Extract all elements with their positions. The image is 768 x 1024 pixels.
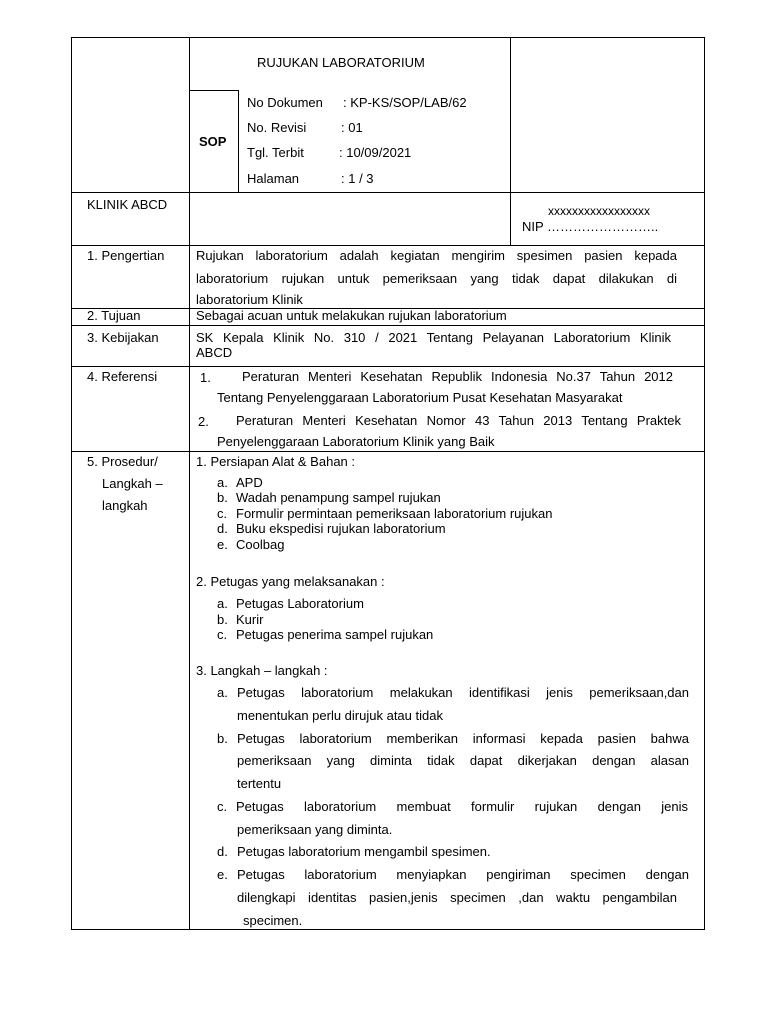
kebijakan-line-1: SK Kepala Klinik No. 310 / 2021 Tentang Pelayanan Laboratorium Klinik	[196, 330, 671, 345]
table-border-right	[704, 37, 705, 930]
step2-item-b-letter: b.	[217, 612, 228, 627]
step1-item-e-text: Coolbag	[236, 537, 285, 552]
clinic-name: KLINIK ABCD	[87, 197, 168, 212]
step1-item-c-letter: c.	[217, 506, 228, 521]
row-divider-tujuan	[71, 325, 705, 326]
row-divider-kebijakan	[71, 366, 705, 367]
meta-label-no-revisi: No. Revisi	[247, 120, 307, 135]
row-divider-referensi	[71, 451, 705, 452]
step3-title: 3. Langkah – langkah :	[196, 663, 328, 678]
meta-value-halaman: : 1 / 3	[341, 171, 374, 186]
pengertian-line-1: Rujukan laboratorium adalah kegiatan mengirim spesimen pasien kepada	[196, 248, 677, 263]
section-label-tujuan: 2. Tujuan	[87, 308, 141, 323]
referensi-2-line-2: Penyelenggaraan Laboratorium Klinik yang Baik	[217, 434, 495, 449]
table-border-top	[71, 37, 705, 38]
referensi-1-line-1: Peraturan Menteri Kesehatan Republik Indonesia No.37 Tahun 2012	[242, 369, 673, 384]
step3-item-b-line-2: pemeriksaan yang diminta tidak dapat dikerjakan dengan alasan	[237, 753, 689, 768]
step2-item-a-text: Petugas Laboratorium	[236, 596, 364, 611]
column-divider-main	[189, 37, 190, 930]
step3-item-c-line-2: pemeriksaan yang diminta.	[237, 822, 393, 837]
meta-value-tgl-terbit: : 10/09/2021	[339, 145, 412, 160]
step1-item-b-text: Wadah penampung sampel rujukan	[236, 490, 441, 505]
meta-label-tgl-terbit: Tgl. Terbit	[247, 145, 304, 160]
section-label-kebijakan: 3. Kebijakan	[87, 330, 159, 345]
step3-item-e-line-2: dilengkapi identitas pasien,jenis specimen ,dan waktu pengambilan	[237, 890, 677, 905]
step2-item-c-text: Petugas penerima sampel rujukan	[236, 627, 434, 642]
meta-value-no-revisi: : 01	[341, 120, 363, 135]
sop-label: SOP	[199, 134, 227, 149]
step3-item-e-letter: e.	[217, 867, 228, 882]
step3-item-a-letter: a.	[217, 685, 228, 700]
meta-value-no-dokumen: : KP-KS/SOP/LAB/62	[343, 95, 467, 110]
sop-box-top	[189, 90, 239, 91]
step2-item-a-letter: a.	[217, 596, 228, 611]
nip-line: NIP ……………………..	[522, 219, 659, 234]
step3-item-b-letter: b.	[217, 731, 228, 746]
step1-item-e-letter: e.	[217, 537, 228, 552]
step1-item-c-text: Formulir permintaan pemeriksaan laboratorium rujukan	[236, 506, 553, 521]
kebijakan-line-2: ABCD	[196, 345, 233, 360]
row-divider-header	[71, 192, 705, 193]
sop-box-right	[238, 90, 239, 193]
step1-item-a-text: APD	[236, 475, 263, 490]
table-border-left	[71, 37, 72, 930]
step3-item-e-line-3: specimen.	[243, 913, 303, 928]
step3-item-c-line-1: Petugas laboratorium membuat formulir rujukan dengan jenis	[236, 799, 688, 814]
step3-item-b-line-3: tertentu	[237, 776, 282, 791]
meta-label-halaman: Halaman	[247, 171, 300, 186]
step1-item-b-letter: b.	[217, 490, 228, 505]
step3-item-d-letter: d.	[217, 844, 228, 859]
section-label-referensi: 4. Referensi	[87, 369, 158, 384]
step3-item-a-line-2: menentukan perlu dirujuk atau tidak	[237, 708, 443, 723]
step3-item-b-line-1: Petugas laboratorium memberikan informasi kepada pasien bahwa	[237, 731, 689, 746]
meta-label-no-dokumen: No Dokumen	[247, 95, 323, 110]
referensi-num-1: 1.	[200, 370, 211, 385]
section-label-prosedur-3: langkah	[102, 498, 148, 513]
referensi-num-2: 2.	[198, 414, 209, 429]
referensi-2-line-1: Peraturan Menteri Kesehatan Nomor 43 Tahun 2013 Tentang Praktek	[236, 413, 681, 428]
table-border-bottom	[71, 929, 705, 930]
column-divider-signature	[510, 37, 511, 246]
step1-item-a-letter: a.	[217, 475, 228, 490]
step3-item-e-line-1: Petugas laboratorium menyiapkan pengiriman specimen dengan	[237, 867, 689, 882]
section-label-prosedur-2: Langkah –	[102, 476, 163, 491]
section-label-pengertian: 1. Pengertian	[87, 248, 165, 263]
pengertian-line-2: laboratorium rujukan untuk pemeriksaan yang tidak dapat dilakukan di	[196, 271, 677, 286]
step1-item-d-letter: d.	[217, 521, 228, 536]
step3-item-d-line-1: Petugas laboratorium mengambil spesimen.	[237, 844, 491, 859]
tujuan-text: Sebagai acuan untuk melakukan rujukan laboratorium	[196, 308, 507, 323]
step3-item-a-line-1: Petugas laboratorium melakukan identifikasi jenis pemeriksaan,dan	[237, 685, 689, 700]
step1-title: 1. Persiapan Alat & Bahan :	[196, 454, 355, 469]
signature-name: xxxxxxxxxxxxxxxxx	[548, 204, 650, 218]
step3-item-c-letter: c.	[217, 799, 228, 814]
pengertian-line-3: laboratorium Klinik	[196, 292, 303, 307]
referensi-1-line-2: Tentang Penyelenggaraan Laboratorium Pusat Kesehatan Masyarakat	[217, 390, 623, 405]
step2-item-b-text: Kurir	[236, 612, 264, 627]
document-title: RUJUKAN LABORATORIUM	[257, 55, 425, 70]
step1-item-d-text: Buku ekspedisi rujukan laboratorium	[236, 521, 446, 536]
section-label-prosedur-1: 5. Prosedur/	[87, 454, 158, 469]
step2-item-c-letter: c.	[217, 627, 228, 642]
step2-title: 2. Petugas yang melaksanakan :	[196, 574, 385, 589]
row-divider-header-bottom	[71, 245, 705, 246]
